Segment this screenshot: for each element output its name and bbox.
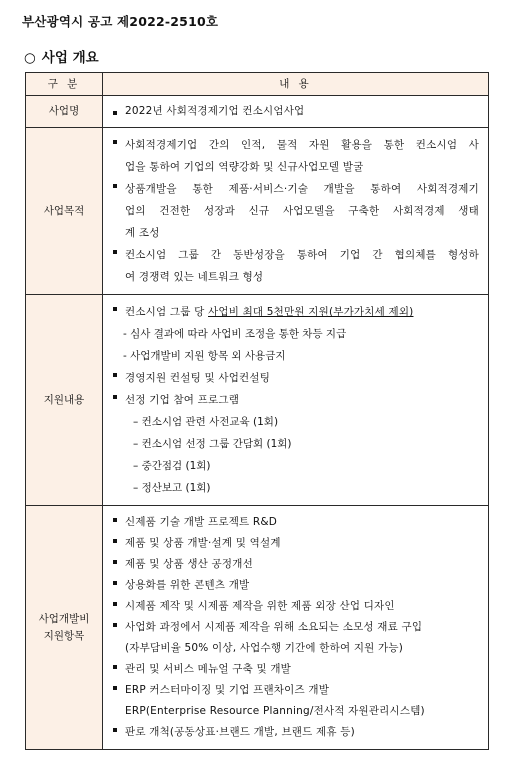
row-purpose bbox=[26, 128, 489, 295]
dev-item-3: 제품 및 상품 생산 공정개선 bbox=[113, 554, 479, 575]
dev-item-9: 판로 개척(공동상표·브랜드 개발, 브랜드 제휴 등) bbox=[113, 722, 479, 743]
section-heading bbox=[24, 46, 99, 66]
program-step-2: – 컨소시엄 선정 그룹 간담회 (1회) bbox=[133, 438, 292, 450]
row-project-name bbox=[26, 96, 489, 128]
label-dev-cost: 사업개발비 지원항목 bbox=[26, 506, 103, 750]
label-purpose: 사업목적 bbox=[26, 128, 103, 295]
support-item-consulting: 경영지원 컨설팅 및 사업컨설팅 bbox=[113, 367, 479, 389]
purpose-item-2: 상품개발을 통한 제품·서비스·기술 개발을 통하여 사회적경제기 업의 건전한 성장과 신규 사업모델을 구축한 사회적경제 생태 계 조성 bbox=[113, 178, 479, 244]
program-step-4: – 정산보고 (1회) bbox=[133, 482, 211, 494]
dev-item-8: ERP 커스터마이징 및 기업 프랜차이즈 개발 ERP(Enterprise Resource Planning/전사적 자원관리시스템) bbox=[113, 680, 479, 722]
support-item-program: 선정 기업 참여 프로그램 bbox=[113, 389, 479, 411]
dev-item-6: 사업화 과정에서 시제품 제작을 위해 소요되는 소모성 재료 구입 (자부담비율 50% 이상, 사업수행 기간에 한하여 지원 가능) bbox=[113, 617, 479, 659]
support-item-budget: 컨소시엄 그룹 당 사업비 최대 5천만원 지원(부가가치세 제외) bbox=[113, 301, 479, 323]
section-bullet: ○ bbox=[24, 50, 36, 66]
content-project-name bbox=[103, 96, 489, 128]
overview-table bbox=[25, 72, 489, 750]
content-dev-cost bbox=[103, 506, 489, 750]
dev-item-2: 제품 및 상품 개발·설계 및 역설계 bbox=[113, 533, 479, 554]
budget-limit-text: 사업비 최대 5천만원 지원(부가가치세 제외) bbox=[208, 306, 414, 318]
dev-item-5: 시제품 제작 및 시제품 제작을 위한 제품 외장 산업 디자인 bbox=[113, 596, 479, 617]
notice-number: 부산광역시 공고 제2022-2510호 bbox=[22, 14, 219, 29]
dev-item-7: 관리 및 서비스 메뉴얼 구축 및 개발 bbox=[113, 659, 479, 680]
dev-item-4: 상용화를 위한 콘텐츠 개발 bbox=[113, 575, 479, 596]
content-purpose bbox=[103, 128, 489, 295]
purpose-item-1: 사회적경제기업 간의 인적, 물적 자원 활용을 통한 컨소시엄 사 업을 통하여 기업의 역량강화 및 신규사업모델 발굴 bbox=[113, 134, 479, 178]
header-category: 구 분 bbox=[26, 73, 103, 96]
row-support bbox=[26, 295, 489, 506]
section-title: 사업 개요 bbox=[41, 50, 99, 66]
content-support bbox=[103, 295, 489, 506]
dev-item-1: 신제품 기술 개발 프로젝트 R&D bbox=[113, 512, 479, 533]
label-project-name: 사업명 bbox=[26, 96, 103, 128]
header-content: 내 용 bbox=[103, 73, 489, 96]
purpose-item-3: 컨소시엄 그룹 간 동반성장을 통하여 기업 간 협의체를 형성하 여 경쟁력 있는 네트워크 형성 bbox=[113, 244, 479, 288]
support-sub-1: - 심사 결과에 따라 사업비 조정을 통한 차등 지급 bbox=[123, 328, 347, 340]
support-sub-2: - 사업개발비 지원 항목 외 사용금지 bbox=[123, 350, 286, 362]
project-name-item: 2022년 사회적경제기업 컨소시엄사업 bbox=[113, 105, 479, 118]
label-support: 지원내용 bbox=[26, 295, 103, 506]
program-step-1: – 컨소시엄 관련 사전교육 (1회) bbox=[133, 416, 279, 428]
row-dev-cost bbox=[26, 506, 489, 750]
program-step-3: – 중간점검 (1회) bbox=[133, 460, 211, 472]
table-header-row bbox=[26, 73, 489, 96]
